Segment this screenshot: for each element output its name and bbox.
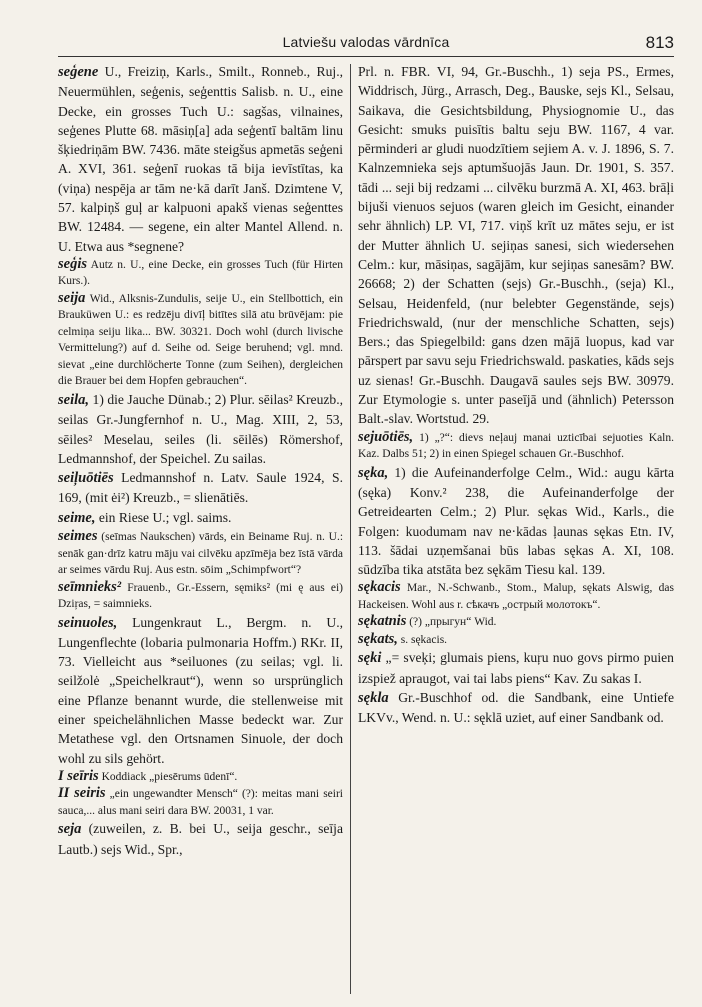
entry-text: Prl. n. FBR. VI, 94, Gr.-Buschh., 1) seja PS., Ermes, Widdrisch, Jürg., Arrasch, Deg., Bauske, sejs Kl., Selsau, Saikava, die Gesichtsbildung, Physiognomie U., das Gesicht: smuks puisītis baltu seju BW. 1167, 4 var. pērminderi ar gludi nuodzītiem sejiem A. v. J. 1896, S. 7. Kalnzemnieka sejs aptumšuojās Jaun. Dr. 1901, S. 357. tādi ... seji bij redzami ... cilvēku burzmā A. XI, 463. brāļi bijuši vienuos sejuos (waren gleich im Gesicht, einander sehr ähnlich) LP. VI, 717. viņš krīt uz mātes seju, er ist der Mutter ähnlich U. sejiņas sanesi, sich wiedersehen Celm.: kur, māsiņas, sagājām, kur sejiņas sanesām? BW. 26668; 2) der Schatten (sejs) Gr.-Buschh., (seja) Kl., Selsau, Heidenfeld, (nur belebter Gegenstände, sejs) Friedrichswald, (nur der menschliche Schatten, sejs) Bers.; das Spiegelbild: gans dzen mājā luopus, kad var pārspert par savu seju Friedrichswald. paskaties, kāds sejs uz sienas! Gr.-Buschh. Daugavā saules sejs BW. 30979. Zur Etymologie s. unter paseījā und (ähnlich) Petersson Balt.-slav. Wortstud. 29. <box>358 64 674 427</box>
page-number: 813 <box>645 33 674 52</box>
dictionary-entry <box>358 429 674 463</box>
entry-headword: seija <box>58 289 86 306</box>
dictionary-entry <box>58 390 343 468</box>
entry-headword: seila, <box>58 391 90 408</box>
entry-headword: sęki <box>358 650 382 667</box>
right-column <box>358 62 674 728</box>
dictionary-entry <box>358 463 674 580</box>
entry-text: „= sveķi; glumais piens, kuŗu nuo govs pirmo puien izspiež apraugot, vai tai labs piens“ Kav. Zu sakas I. <box>358 650 674 686</box>
entry-text: 1) die Jauche Dünab.; 2) Plur. sēilas² Kreuzb., seilas Gr.-Jungfernhof n. U., Mag. XIII, 2, 53, sēiles² Meselau, seiles (li. sēilēs) Römershof, Ledmannshof, der Speichel. Zu sailas. <box>58 391 343 466</box>
dictionary-entry <box>58 256 343 290</box>
dictionary-entry <box>358 613 674 631</box>
entry-text: 1) die Aufeinanderfolge Celm., Wid.: augu kārta (sęka) Konv.² 238, die Aufeinanderfolge der Getreidearten Celm.; 2) Plur. sękas Wid., Karls., die Folgen: kuodumam nav ne·kādas ļaunas sękas Etn. IV, 113. šādai uzņemšanai būs labas sękas A. XI, 108. sūdzība tika atstāta bez sękām Tiesu kal. 139. <box>358 464 674 578</box>
running-title: Latviešu valodas vārdnīca <box>282 34 450 50</box>
dictionary-entry <box>58 508 343 528</box>
dictionary-entry <box>58 768 343 786</box>
entry-text: (seīmas Naukschen) vārds, ein Beiname Ruj. n. U.: senāk gan·drīz katru māju vai cilvēku apzīmēja bez īstā vārda ar seimes vārdu Ruj. Aus estn. sōim „Schimpfwort“? <box>58 531 344 577</box>
entry-text: s. sękacis. <box>400 633 448 646</box>
entry-headword: sękats, <box>358 630 398 647</box>
entry-headword: seimes <box>58 528 98 545</box>
entry-text: Mar., N.-Schwanb., Stom., Malup, sękats Alswig, das Hackeisen. Wohl aus r. сѣкачъ „острый молотокъ“. <box>358 582 674 611</box>
entry-headword: seģis <box>58 255 87 272</box>
entry-text: Lungenkraut L., Bergm. n. U., Lungenflechte (lobaria pulmonaria Hoffm.) RKr. II, 73. Vielleicht aus *seiluones (zu seilas; vgl. li. seilžolė „Speichelkraut“), wenn so ursprünglich eine Pflanze benannt wurde, die stellenweise mit einer speichelähnlichen Masse bedeckt war. Zur Metathese vgl. den Ortsnamen Sinuole, der doch wohl zu sils gehört. <box>58 614 343 766</box>
entry-headword: I seīris <box>58 767 99 784</box>
entry-text: „ein ungewandter Mensch“ (?): meitas mani seiri sauca,... alus mani seiri dara BW. 20031, 1 var. <box>58 788 343 817</box>
dictionary-entry <box>58 819 343 859</box>
entry-text: Autz n. U., eine Decke, ein grosses Tuch (für Hirten Kurs.). <box>58 258 343 288</box>
entry-headword: sejuōtiēs, <box>358 428 414 445</box>
dictionary-entry <box>58 613 343 768</box>
dictionary-entry <box>58 528 343 579</box>
dictionary-entry <box>58 290 343 390</box>
entry-text: U., Freiziņ, Karls., Smilt., Ronneb., Ruj., Neuermühlen, seģenis, seģenttis Salisb. n. U., eine Decke, ein grosses Tuch U.: sagšas, vilnaines, seģenes Plutte 68. māsiņ[a] ada seģentī baltām linu šķiedriņām BW. 7436. māte steigšus apmetās seģeni A. XVI, 361. seģenī ruokas tā bija ievīstītas, ka (viņa) nespēja ar tām ne·kā darīt Janš. Dzimtene V, 57. kalpiņš guļ ar kalpuoni apakš vienas seģenttes BW. 12484. — segene, ein alter Mantel Allend. n. U. Etwa aus *segnene? <box>58 64 343 254</box>
entry-headword: II seiris <box>58 785 106 802</box>
entry-headword: seīmnieks² <box>58 578 122 595</box>
entry-text: Wid., Alksnis-Zundulis, seije U., ein Stellbottich, ein Brauküwen U.: es redzēju divīļ bitītes silā atu brūvējam: pie celmiņa seiju lika... BW. 30321. Doch wohl (durch livische Vermittelung?) auf d. Seihe od. Seige beruhend; vgl. mnd. sievat „eine durchlöcherte Tonne (zum Seihen), dergleichen die Brauer bei dem Hopfen gebrauchen“. <box>58 292 343 388</box>
entry-text: ein Riese U.; vgl. saims. <box>98 509 232 525</box>
entry-text: Ledmannshof n. Latv. Saule 1924, S. 169, (mit ėi²) Kreuzb., = slienātiēs. <box>58 470 343 506</box>
dictionary-entry <box>358 62 674 429</box>
entry-text: Frauenb., Gr.-Essern, sęmiks² (mi ę aus ei) Dziŗas, = saimnieks. <box>58 581 343 611</box>
dictionary-entry <box>58 468 343 508</box>
dictionary-entry <box>358 579 674 613</box>
entry-headword: sękla <box>358 690 389 707</box>
page-header <box>58 34 674 57</box>
left-column <box>58 62 343 859</box>
dictionary-entry <box>358 631 674 649</box>
dictionary-entry <box>358 688 674 728</box>
dictionary-entry <box>58 785 343 819</box>
entry-text: (?) „прыгун“ Wid. <box>409 616 497 629</box>
entry-text: 1) „?“: dievs neļauj manai uzticībai sejuoties Kaln. Kaz. Dalbs 51; 2) in einen Spiegel schauen Gr.-Buschhof. <box>358 431 674 461</box>
dictionary-entry <box>58 579 343 613</box>
dictionary-entry <box>58 62 343 256</box>
column-divider <box>350 64 351 994</box>
entry-headword: seiļuōtiēs <box>58 470 114 487</box>
entry-headword: sęka, <box>358 464 389 481</box>
entry-headword: sękatnis <box>358 613 407 630</box>
entry-headword: seja <box>58 821 82 838</box>
entry-headword: seime, <box>58 509 96 526</box>
entry-headword: sękacis <box>358 579 401 596</box>
entry-text: Gr.-Buschhof od. die Sandbank, eine Untiefe LKVv., Wend. n. U.: sęklā uziet, auf einer Sandbank od. <box>358 690 674 726</box>
entry-text: (zuweilen, z. B. bei U., seija geschr., seīja Lautb.) sejs Wid., Spr., <box>58 821 343 857</box>
dictionary-entry <box>358 648 674 688</box>
entry-headword: seinuoles, <box>58 614 118 631</box>
entry-headword: seģene <box>58 64 99 80</box>
entry-text: Koddiack „piesērums ūdenī“. <box>101 770 238 783</box>
